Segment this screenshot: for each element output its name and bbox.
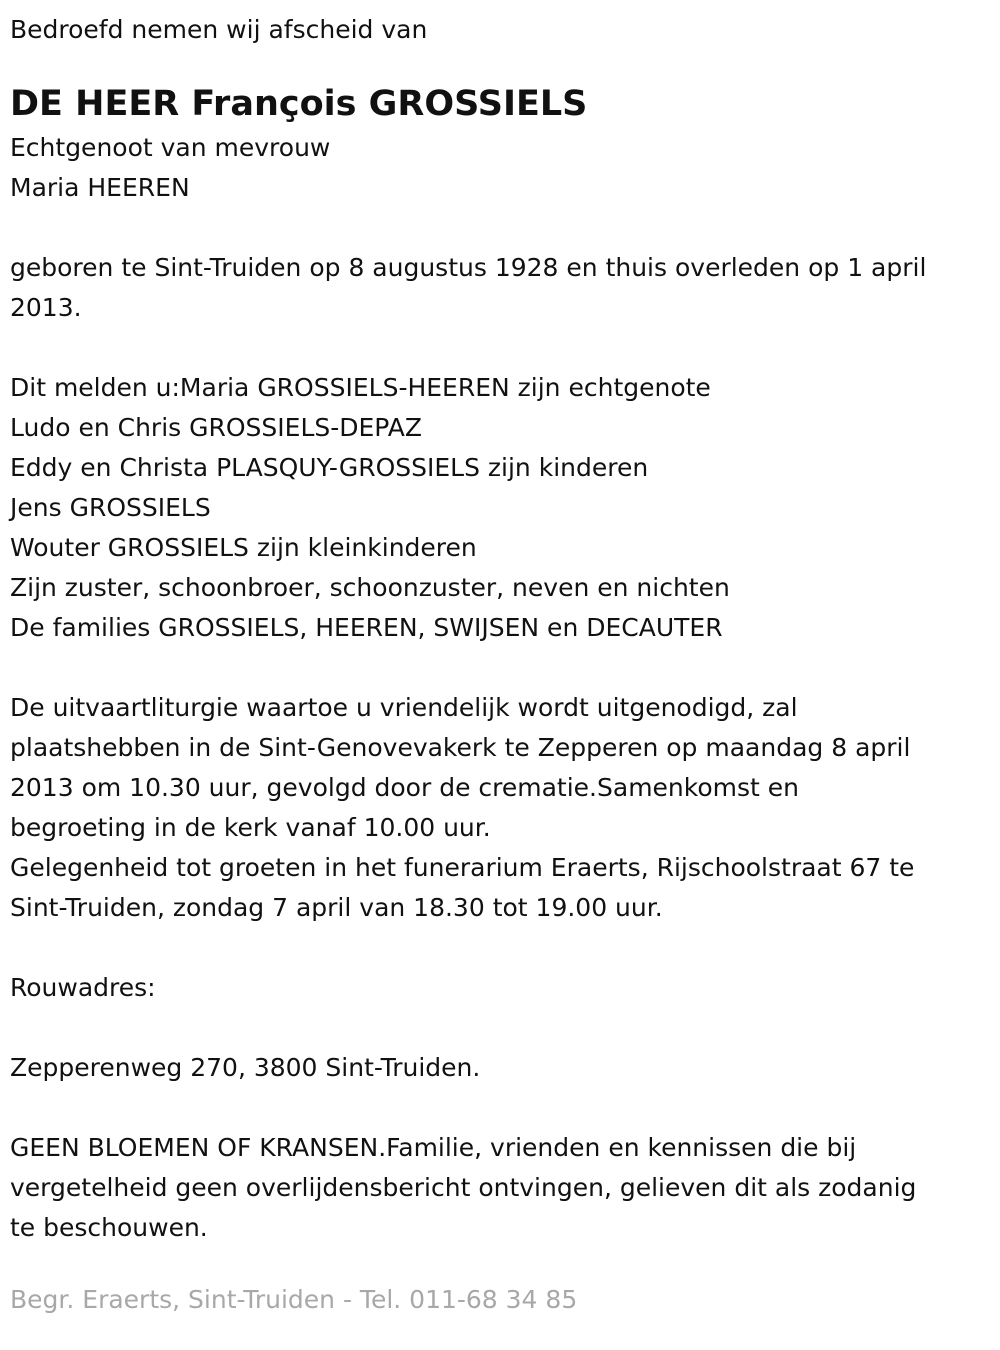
spacer bbox=[10, 928, 990, 968]
notice-line: vergetelheid geen overlijdensbericht ontvingen, gelieven dit als zodanig bbox=[10, 1173, 917, 1202]
notice-line: GEEN BLOEMEN OF KRANSEN.Familie, vrienden en kennissen die bij bbox=[10, 1133, 857, 1162]
funeral-line: Gelegenheid tot groeten in het funerarium Eraerts, Rijschoolstraat 67 te bbox=[10, 853, 915, 882]
funeral-details bbox=[10, 688, 990, 928]
notice-line: te beschouwen. bbox=[10, 1213, 208, 1242]
spacer bbox=[10, 648, 990, 688]
notice-block bbox=[10, 1128, 990, 1248]
spacer bbox=[10, 1008, 990, 1048]
spacer bbox=[10, 328, 990, 368]
funeral-line: Sint-Truiden, zondag 7 april van 18.30 tot 19.00 uur. bbox=[10, 893, 663, 922]
deceased-name: DE HEER François GROSSIELS bbox=[10, 84, 588, 124]
announcer-line: De families GROSSIELS, HEEREN, SWIJSEN en DECAUTER bbox=[10, 613, 723, 642]
announcers-list bbox=[10, 368, 990, 648]
funeral-line: 2013 om 10.30 uur, gevolgd door de crematie.Samenkomst en bbox=[10, 773, 800, 802]
spouse-line-1: Echtgenoot van mevrouw bbox=[10, 133, 331, 162]
address-text: Zepperenweg 270, 3800 Sint-Truiden. bbox=[10, 1053, 481, 1082]
announcer-line: Dit melden u:Maria GROSSIELS-HEEREN zijn echtgenote bbox=[10, 373, 711, 402]
spacer bbox=[10, 208, 990, 248]
funeral-line: De uitvaartliturgie waartoe u vriendelijk wordt uitgenodigd, zal bbox=[10, 693, 798, 722]
spacer bbox=[10, 1088, 990, 1128]
birth-death-text: geboren te Sint-Truiden op 8 augustus 1928 en thuis overleden op 1 april 2013. bbox=[10, 253, 927, 322]
announcer-line: Jens GROSSIELS bbox=[10, 493, 211, 522]
address-label: Rouwadres: bbox=[10, 973, 156, 1002]
announcer-line: Ludo en Chris GROSSIELS-DEPAZ bbox=[10, 413, 423, 442]
announcer-line: Wouter GROSSIELS zijn kleinkinderen bbox=[10, 533, 477, 562]
funeral-line: plaatshebben in de Sint-Genovevakerk te Zepperen op maandag 8 april bbox=[10, 733, 911, 762]
spouse-line-2: Maria HEEREN bbox=[10, 173, 190, 202]
announcer-line: Zijn zuster, schoonbroer, schoonzuster, neven en nichten bbox=[10, 573, 730, 602]
announcer-line: Eddy en Christa PLASQUY-GROSSIELS zijn kinderen bbox=[10, 453, 649, 482]
funeral-line: begroeting in de kerk vanaf 10.00 uur. bbox=[10, 813, 491, 842]
intro-text: Bedroefd nemen wij afscheid van bbox=[10, 15, 428, 44]
funeral-home-footer: Begr. Eraerts, Sint-Truiden - Tel. 011-68 34 85 bbox=[10, 1285, 578, 1314]
